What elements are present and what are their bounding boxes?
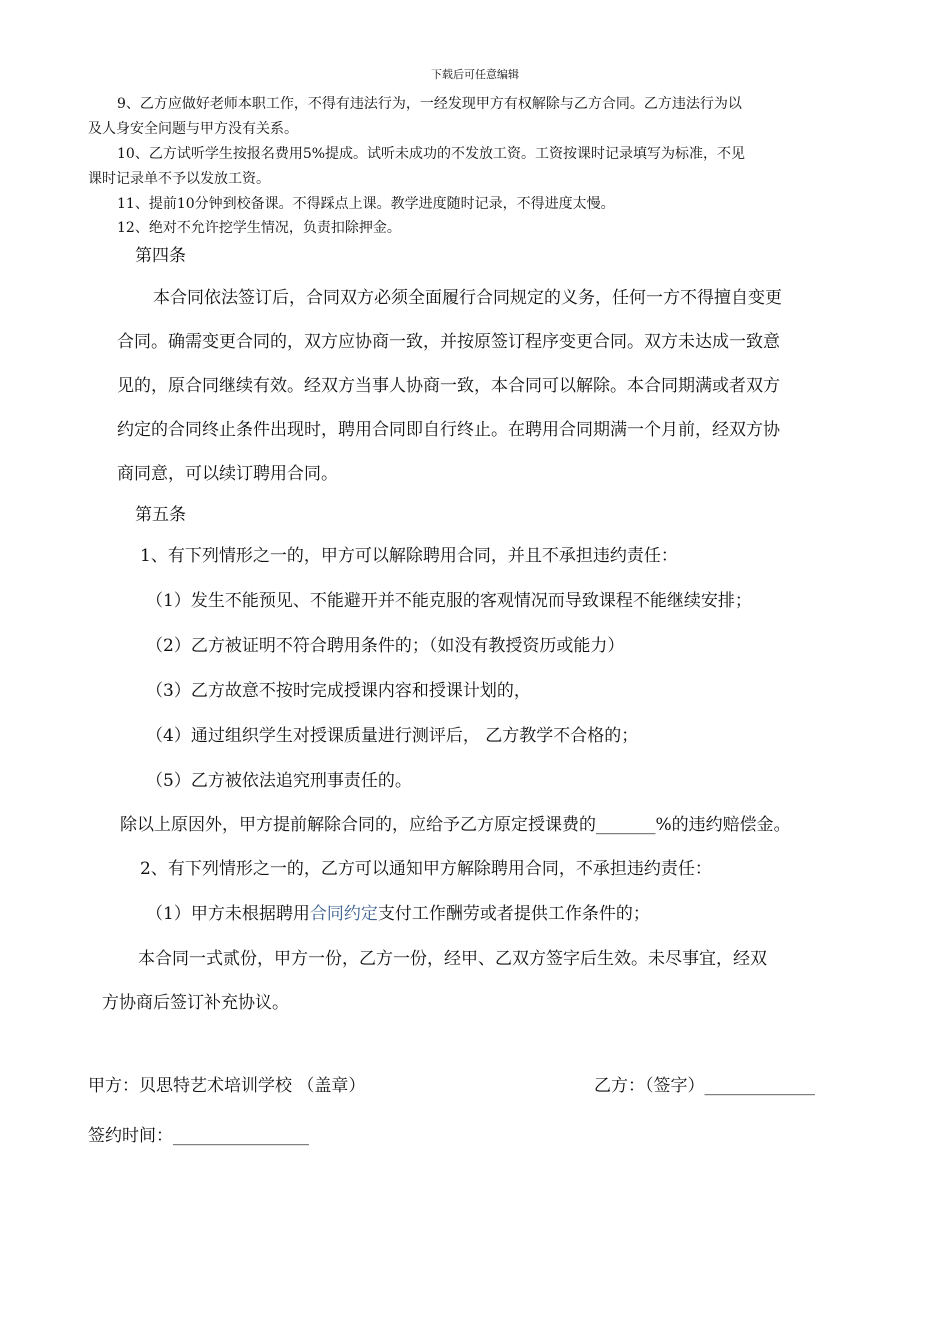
penalty-clause: 除以上原因外，甲方提前解除合同的，应给予乙方原定授课费的_______%的违约赔偿金。	[120, 815, 791, 835]
item-2-sub-text-post: 支付工作酬劳或者提供工作条件的；	[377, 904, 650, 924]
clause-10-line-1: 10、乙方试听学生按报名费用5%提成。试听未成功的不发放工资。工资按课时记录填写为标准，不见	[117, 146, 746, 162]
clause-12: 12、绝对不允许挖学生情况，负责扣除押金。	[117, 220, 401, 236]
party-b-signature: 乙方：（签字）_____________	[594, 1076, 815, 1096]
article-4-line-1: 本合同依法签订后，合同双方必须全面履行合同规定的义务，任何一方不得擅自变更	[153, 288, 782, 308]
closing-line-1: 本合同一式贰份，甲方一份，乙方一份，经甲、乙双方签字后生效。未尽事宜，经双	[138, 949, 767, 969]
closing-line-2: 方协商后签订补充协议。	[102, 993, 289, 1013]
item-2-sub-text-pre: （1）甲方未根据聘用	[146, 904, 310, 924]
party-a-signature: 甲方：贝思特艺术培训学校 （盖章）	[88, 1076, 366, 1096]
article-5-subitem-2: （2）乙方被证明不符合聘用条件的；（如没有教授资历或能力）	[146, 636, 625, 656]
article-5-subitem-4: （4）通过组织学生对授课质量进行测评后， 乙方教学不合格的；	[146, 726, 639, 746]
article-5-item-1: 1、有下列情形之一的，甲方可以解除聘用合同，并且不承担违约责任：	[140, 546, 678, 566]
clause-11: 11、提前10分钟到校备课。不得踩点上课。教学进度随时记录，不得进度太慢。	[117, 196, 615, 212]
article-5-subitem-5: （5）乙方被依法追究刑事责任的。	[146, 771, 412, 791]
article-5-subitem-3: （3）乙方故意不按时完成授课内容和授课计划的，	[146, 681, 531, 701]
article-5-subitem-1: （1）发生不能预见、不能避开并不能克服的客观情况而导致课程不能继续安排；	[146, 591, 752, 611]
article-4-line-5: 商同意，可以续订聘用合同。	[117, 464, 338, 484]
article-4-line-3: 见的，原合同继续有效。经双方当事人协商一致，本合同可以解除。本合同期满或者双方	[117, 376, 780, 396]
article-5-item-2-sub-1	[146, 899, 650, 924]
clause-10-line-2: 课时记录单不予以发放工资。	[88, 171, 270, 187]
article-4-title: 第四条	[135, 246, 186, 266]
signing-date: 签约时间：________________	[88, 1126, 309, 1146]
page-header: 下载后可任意编辑	[431, 68, 519, 81]
article-4-line-4: 约定的合同终止条件出现时，聘用合同即自行终止。在聘用合同期满一个月前，经双方协	[117, 420, 780, 440]
article-5-title: 第五条	[135, 505, 186, 525]
clause-9-line-1: 9、乙方应做好老师本职工作，不得有违法行为，一经发现甲方有权解除与乙方合同。乙方违法行为以	[117, 96, 742, 112]
contract-agreement-link[interactable]: 合同约定	[309, 904, 378, 924]
article-4-line-2: 合同。确需变更合同的，双方应协商一致，并按原签订程序变更合同。双方未达成一致意	[117, 332, 780, 352]
article-5-item-2: 2、有下列情形之一的，乙方可以通知甲方解除聘用合同，不承担违约责任：	[140, 859, 712, 879]
clause-9-line-2: 及人身安全问题与甲方没有关系。	[88, 121, 298, 137]
